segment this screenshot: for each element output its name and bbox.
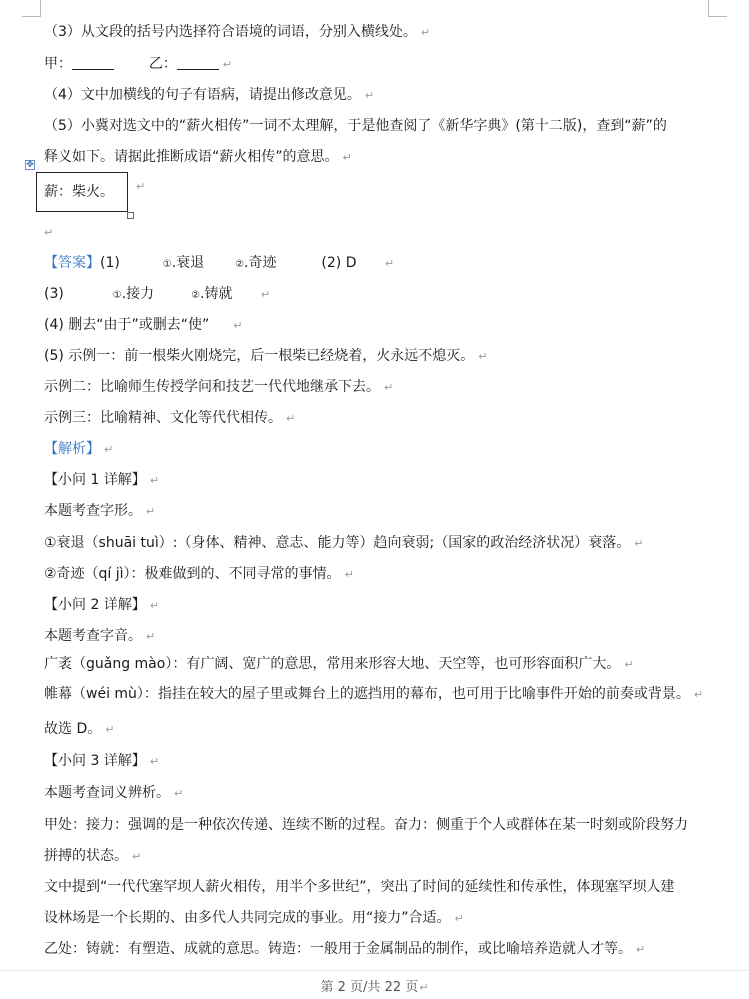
answer-example-2: 示例二：比喻师生传授学问和技艺一代代地继承下去。 ↵	[44, 379, 394, 395]
crop-mark-top-right	[708, 0, 727, 17]
q5-line2: 释义如下。请据此推断成语“薪火相传”的意思。 ↵	[44, 149, 352, 165]
paragraph-mark-icon: ↵	[286, 412, 296, 425]
paragraph-mark-icon: ↵	[624, 658, 634, 671]
sub3-line2: 甲处：接力：强调的是一种依次传递、连续不断的过程。奋力：侧重于个人或群体在某一时刻或阶段努力	[44, 817, 688, 833]
paragraph-mark-icon: ↵	[364, 89, 375, 102]
sub2-line2: 广袤（guǎng mào）：有广阔、宽广的意思，常用来形容大地、天空等，也可形容面积广大。 ↵	[44, 656, 634, 672]
paragraph-mark-icon: ↵	[44, 226, 54, 239]
paragraph-mark-icon: ↵	[105, 723, 115, 736]
sub1-title: 【小问 1 详解】 ↵	[44, 472, 160, 488]
definition-text: 薪：柴火。	[44, 184, 114, 200]
footer-divider	[0, 970, 749, 971]
answer-line-1: 【答案】(1) ①.衰退 ②.奇迹 (2) D ↵	[44, 255, 395, 271]
sub2-line1: 本题考查字音。 ↵	[44, 628, 156, 644]
paragraph-mark-icon: ↵	[478, 350, 488, 363]
sub1-line2: ①衰退（shuāi tuì）:（身体、精神、意志、能力等）趋向衰弱;（国家的政治经济状况）衰落。 ↵	[44, 535, 644, 551]
q4-question: （4）文中加横线的句子有语病，请提出修改意见。 ↵	[44, 87, 375, 103]
sub3-line1: 本题考查词义辨析。 ↵	[44, 785, 184, 801]
q5-line1: （5）小冀对选文中的“薪火相传”一词不太理解，于是他查阅了《新华字典》(第十二版)，查到“薪”的	[44, 118, 667, 134]
paragraph-mark-icon: ↵	[384, 257, 395, 270]
paragraph-mark-icon: ↵	[146, 630, 156, 643]
paragraph-mark-icon: ↵	[454, 912, 464, 925]
answer-line-3: (3) ①.接力 ②.铸就 ↵	[44, 286, 271, 302]
paragraph-mark-icon: ↵	[149, 474, 160, 487]
analysis-label: 【解析】 ↵	[44, 441, 114, 457]
paragraph-mark-icon: ↵	[146, 505, 156, 518]
paragraph-mark-icon: ↵	[693, 688, 704, 701]
paragraph-mark-icon: ↵	[149, 599, 160, 612]
paragraph-mark-icon: ↵	[174, 787, 184, 800]
sub3-line3: 拼搏的状态。 ↵	[44, 848, 142, 864]
answer-line-5: (5) 示例一：前一根柴火刚烧完，后一根柴已经烧着，火永远不熄灭。 ↵	[44, 348, 488, 364]
paragraph-mark-icon: ↵	[233, 319, 243, 332]
paragraph-mark-icon: ↵	[634, 537, 644, 550]
paragraph-mark-icon: ↵	[104, 443, 114, 456]
sub3-line4: 文中提到“一代代塞罕坝人薪火相传，用半个多世纪”，突出了时间的延续性和传承性，体现塞罕坝人建	[44, 879, 675, 895]
paragraph-mark-icon: ↵	[136, 180, 146, 193]
crop-mark-top-left	[22, 0, 41, 17]
sub1-line3: ②奇迹（qí jì）：极难做到的、不同寻常的事情。 ↵	[44, 566, 354, 582]
page-footer: 第 2 页/共 22 页↵	[320, 980, 429, 995]
sub2-title: 【小问 2 详解】 ↵	[44, 597, 160, 613]
paragraph-mark-icon: ↵	[384, 381, 394, 394]
answer-label: 【答案】	[44, 255, 100, 271]
q3-blanks: 甲： 乙： ↵	[44, 56, 233, 72]
sub2-line3: 帷幕（wéi mù）：指挂在较大的屋子里或舞台上的遮挡用的幕布，也可用于比喻事件开始的前奏或背景。 ↵	[44, 686, 704, 702]
blank-yi[interactable]	[177, 55, 219, 70]
answer-example-3: 示例三：比喻精神、文化等代代相传。 ↵	[44, 410, 296, 426]
paragraph-mark-icon: ↵	[420, 26, 431, 39]
paragraph-mark-icon: ↵	[149, 755, 160, 768]
paragraph-mark-icon: ↵	[132, 850, 142, 863]
table-resize-handle-icon[interactable]	[127, 212, 134, 219]
sub3-title: 【小问 3 详解】 ↵	[44, 753, 160, 769]
paragraph-mark-icon: ↵	[260, 288, 271, 301]
paragraph-mark-icon: ↵	[344, 568, 354, 581]
sub2-line4: 故选 D。 ↵	[44, 721, 115, 737]
table-move-handle-icon[interactable]: ✥	[26, 160, 34, 170]
paragraph-mark-icon: ↵	[342, 151, 352, 164]
paragraph-mark-icon: ↵	[636, 943, 646, 956]
sub3-line6: 乙处：铸就：有塑造、成就的意思。铸造：一般用于金属制品的制作，或比喻培养造就人才等。 ↵	[44, 941, 646, 957]
paragraph-mark-icon: ↵	[222, 58, 233, 71]
empty-paragraph	[44, 222, 53, 243]
paragraph-mark-icon: ↵	[419, 981, 429, 994]
blank-jia[interactable]	[72, 55, 114, 70]
sub1-line1: 本题考查字形。 ↵	[44, 503, 156, 519]
q3-instruction: （3）从文段的括号内选择符合语境的词语，分别入横线处。 ↵	[44, 24, 431, 40]
box-end-mark	[132, 176, 145, 197]
answer-line-4: (4) 删去“由于”或删去“使” ↵	[44, 317, 243, 333]
sub3-line5: 设林场是一个长期的、由多代人共同完成的事业。用“接力”合适。 ↵	[44, 910, 464, 926]
